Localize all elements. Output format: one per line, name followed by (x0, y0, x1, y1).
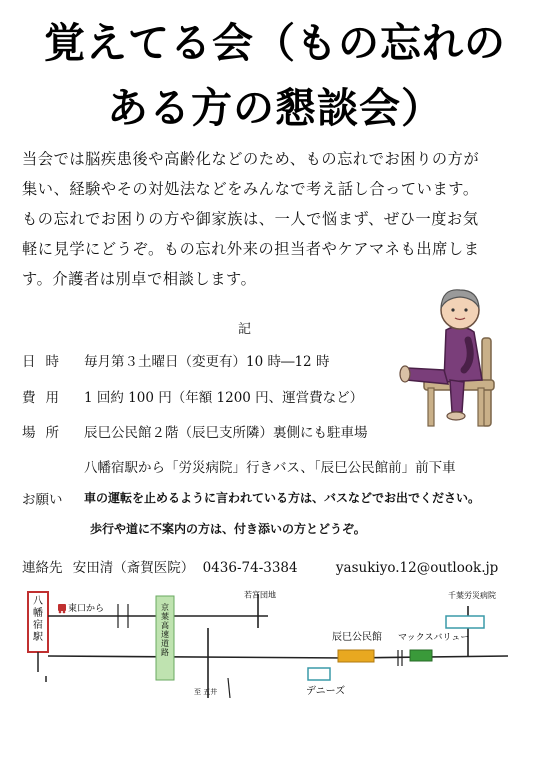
dennys-marker (308, 668, 330, 680)
svg-text:道: 道 (161, 639, 169, 648)
request-line2: 歩行や道に不案内の方は、付き添いの方とどうぞ。 (90, 522, 366, 536)
station-label-3: 宿 (33, 620, 43, 631)
intro-line: 集い、経験やその対処法などをみんなで考え話し合っています。 (22, 180, 479, 198)
goi-label: 至 五井 (194, 688, 218, 696)
access-map (18, 588, 508, 698)
contact-email: yasukiyo.12@outlook.jp (335, 560, 499, 576)
fee-value: 1 回約 100 円（年額 1200 円、運営費など） (84, 390, 364, 406)
fee-row (22, 386, 363, 406)
east-exit-label: 東口から (68, 604, 105, 614)
bus-icon (58, 604, 66, 613)
access-line: 八幡宿駅から「労災病院」行きバス、「辰巳公民館前」前下車 (84, 460, 456, 476)
station-label-2: 幡 (33, 608, 43, 619)
maxvalu-label: マックスバリュー (398, 633, 470, 643)
place-label: 場所 (22, 425, 69, 441)
wakamiya-label: 若宮団地 (244, 590, 276, 600)
hospital-marker (446, 616, 484, 628)
station-label-1: 八 (33, 596, 43, 607)
kominkan-marker (338, 650, 374, 662)
fee-label: 費用 (22, 390, 69, 406)
date-label: 日時 (22, 354, 69, 370)
date-row (22, 350, 329, 370)
svg-text:高: 高 (161, 621, 169, 630)
station-label-4: 駅 (33, 632, 43, 643)
ki-heading: 記 (238, 322, 252, 337)
contact-row (22, 556, 498, 576)
intro-line: 当会では脳疾患後や高齢化などのため、もの忘れでお困りの方が (22, 150, 480, 168)
maxvalu-marker (410, 650, 432, 661)
svg-text:京: 京 (161, 603, 169, 612)
place-value: 辰巳公民館２階（辰巳支所隣）裏側にも駐車場 (84, 425, 368, 441)
contact-phone: 0436-74-3384 (202, 560, 298, 576)
request-label: お願い (22, 492, 63, 508)
contact-name: 安田清（斎賀医院） (72, 560, 195, 576)
intro-line: 軽に見学にどうぞ。もの忘れ外来の担当者やケアマネも出席しま (22, 240, 480, 258)
svg-text:速: 速 (161, 630, 169, 639)
place-row (22, 421, 368, 441)
elderly-woman-illustration (398, 282, 523, 432)
hospital-label: 千葉労災病院 (448, 591, 496, 600)
request-line1: 車の運転を止めるように言われている方は、バスなどでお出でください。 (84, 491, 481, 505)
date-value: 毎月第３土曜日（変更有）10 時―12 時 (84, 354, 330, 370)
kominkan-label: 辰巳公民館 (332, 632, 382, 643)
intro-line: す。介護者は別卓で相談します。 (22, 270, 257, 288)
svg-text:葉: 葉 (161, 612, 169, 621)
dennys-label: デニーズ (306, 686, 346, 697)
page-title-line1: 覚えてる会（もの忘れの (44, 19, 506, 67)
contact-label: 連絡先 (22, 560, 63, 576)
svg-text:路: 路 (161, 648, 169, 657)
intro-line: もの忘れでお困りの方や御家族は、一人で悩まず、ぜひ一度お気 (22, 210, 479, 228)
page-title-line2: ある方の懇談会） (107, 84, 443, 132)
